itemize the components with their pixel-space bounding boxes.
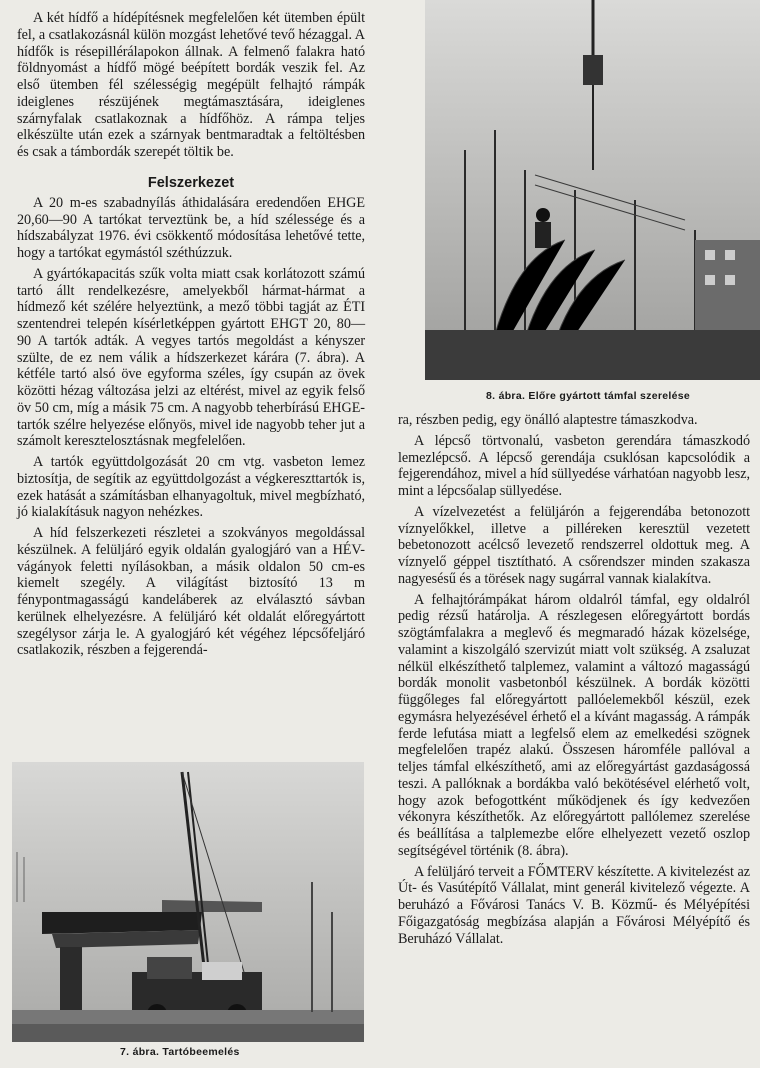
left-column	[17, 10, 365, 659]
intro-paragraph: A két hídfő a hídépítésnek megfelelően két ütemben épült fel, a csatlakozásnál külön mozgást lehetővé tevő hézaggal. A hídfők is résepillérálapokon állnak. A felmenő falakra ható földnyomást a hídfő mögé beépített bordák veszik fel. Az első ütemben fél szélességig megépült felhajtó rámpák ideiglenes részüjének megtámasztására, ideiglenes szárnyfalak csatlakoznak a hídfőhöz. A rámpa teljes elkészülte után ezek a szárnyak bentmaradtak a feltöltésben és csak a támbordák szerepét töltik be.	[17, 10, 365, 160]
paragraph: A felhajtórámpákat három oldalról támfal, egy oldalról pedig rézsű határolja. A részlegesen előregyártott bordás szögtámfalakra a meglevő és megmaradó házak közelsége, valamint a kiszolgáló szervizút miatt volt szükség. A zsaluzat nélkül elkészíthető talplemez, valamint a változó magasságú bordák monolit vasbetonból készülnek. A bordák közötti függőleges fal előregyártott pallóelemekből készül, ezek egymásra helyezésével érhető el a kívánt magasság. A rámpák ferde lefutása miatt a legfelső elem az emelkedési szögnek megfelelően trapéz alakú. Összesen háromféle pallóval a teljes támfal elkészíthető, ami az előregyártást gazdaságossá teszi. A pallóknak a bordákba való bekötésével elérhető volt, hogy azok befogottként működjenek és így kedvezően vékonyra készíthetők. Az előregyártott pallólemez szerelése és beállítása a talplemezbe előre elhelyezett vezető oszlop segítségével történik (8. ábra).	[398, 591, 750, 859]
figure-7-photo	[12, 762, 364, 1042]
paragraph: A vízelvezetést a felüljárón a fejgerendába betonozott víznyelőkkel, illetve a pilléreken keresztül vezetett bebetonozott acélcső levezető rendszerrel oldottuk meg. A víznyelő géppel tisztítható. A csőrendszer minden szakasza nagyesésű és a törések nagy sugárral vannak kialakítva.	[398, 503, 750, 587]
paragraph: ra, részben pedig, egy önálló alaptestre támaszkodva.	[398, 412, 698, 428]
figure-8-caption: 8. ábra. Előre gyártott támfal szerelése	[486, 390, 690, 402]
paragraph: A híd felszerkezeti részletei a szokványos megoldással készülnek. A felüljáró egyik oldalán gyalogjáró van a HÉV-vágányok feletti nyílásokban, a másik oldalon 50 cm-es kiemelt szegély. A világítást biztosító 13 m fénypontmagasságú kandeláberek az elválasztó sávban kerülnek elhelyezésre. A felüljáró két oldalát előregyártott szegélysor zárja le. A gyalogjáró két végéhez lépcsőfeljáró csatlakozik, részben a fejgerendá-	[17, 525, 365, 659]
paragraph: A felüljáró terveit a FŐMTERV készítette. A kivitelezést az Út- és Vasútépítő Vállalat, mint generál kivitelező végezte. A beruházó a Fővárosi Tanács V. B. Közmű- és Mélyépítési Főigazgatóság megbízása alapján a Fővárosi Mélyépítő és Beruházó Vállalat.	[398, 863, 750, 947]
figure-8-photo	[425, 0, 760, 380]
figure-7-caption: 7. ábra. Tartóbeemelés	[120, 1046, 240, 1058]
section-heading: Felszerkezet	[147, 174, 235, 191]
right-column	[398, 412, 750, 947]
paragraph: A 20 m-es szabadnyílás áthidalására eredendően EHGE 20,60—90 A tartókat terveztünk be, a híd szélessége és a hídszabályzat 1976. évi csökkentő módosítása lehetővé tette, hogy a tartókat egymástól széthúzzuk.	[17, 194, 365, 261]
paragraph: A lépcső törtvonalú, vasbeton gerendára támaszkodó lemezlépcső. A lépcső gerendája csuklósan kapcsolódik a fejgerendához, mivel a híd süllyedése várhatóan nagyobb lesz, mint a lépcsőalap süllyedése.	[398, 432, 750, 499]
paragraph: A tartók együttdolgozását 20 cm vtg. vasbeton lemez biztosítja, de segítik az együttdolgozást a végkereszttartók is, ezek hatását a számításban elhanyagoltuk, mivel megbízható, jó kialakításuk nagyon nehézkes.	[17, 454, 365, 521]
paragraph: A gyártókapacitás szűk volta miatt csak korlátozott számú tartó állt rendelkezésre, amelyekből hármat-hármat a hídmező két szélére helyeztünk, a mező többi tagját az ÉTI szentendrei telepén kísérletképpen gyártott EHGT 20, 80—90 A tartók adták. A vegyes tartós megoldást a kényszer szülte, de ez nem válik a hídszerkezet kárára (7. ábra). A kétféle tartó alsó öve egyforma széles, így csupán az övek közötti hézag változása jelzi az eltérést, mivel az egyik felső öv 50 cm, míg a másik 75 cm. A nagyobb teherbírású EHGE-tartók szélre helyezése előnyös, mivel ide nagyobb teher jut a számolt keresztelosztásnak megfelelően.	[17, 265, 365, 450]
